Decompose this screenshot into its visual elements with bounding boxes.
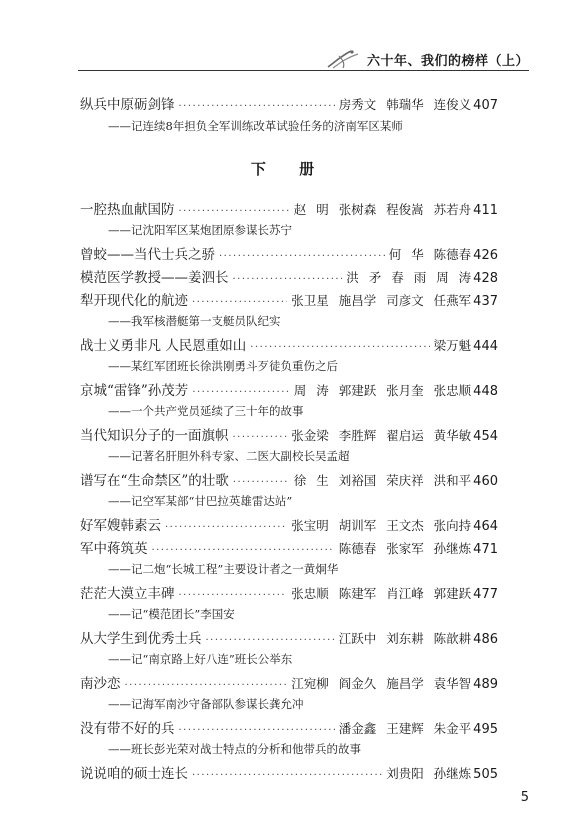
toc-entry[interactable]: [80, 334, 498, 354]
entry-page: 471: [473, 542, 498, 557]
entry-authors: 梁万魁: [433, 338, 472, 353]
entry-authors: 刘贵阳 孙继炼: [386, 766, 472, 781]
entry-authors: 周 涛 郭建跃 张月奎 张忠顺: [293, 383, 472, 398]
toc-entry[interactable]: [80, 198, 498, 218]
toc-entry[interactable]: [80, 424, 498, 444]
entry-page: 460: [473, 474, 498, 489]
entry-title: 说说咱的硕士连长: [80, 766, 188, 782]
entry-page: 411: [473, 203, 498, 218]
entry-title: 京城“雷锋”孙茂芳: [80, 383, 189, 399]
toc-entry[interactable]: [80, 289, 498, 309]
toc-entry[interactable]: [80, 717, 498, 737]
entry-page: 454: [473, 429, 498, 444]
dot-leader: [233, 477, 290, 488]
entry-page: 407: [473, 98, 498, 113]
toc-entry[interactable]: [80, 266, 498, 286]
toc-entry[interactable]: [80, 379, 498, 399]
entry-authors: 张卫星 施昌学 司彦文 任燕军: [291, 293, 472, 308]
dot-leader: [250, 342, 429, 353]
toc-entry[interactable]: [80, 762, 498, 782]
entry-authors: 陈德春 张家军 孙继炼: [338, 541, 472, 556]
dot-leader: [179, 725, 335, 736]
dot-leader: [233, 274, 343, 285]
entry-page: 448: [473, 384, 498, 399]
entry-subtitle: ——记空军某部“甘巴拉英雄雷达站”: [108, 494, 293, 508]
toc-entry[interactable]: [80, 537, 498, 557]
entry-page: 437: [473, 294, 498, 309]
section-title: 下 册: [250, 160, 329, 178]
entry-title: 军中蒋筑英: [80, 541, 148, 557]
running-title: 六十年、我们的榜样（上）: [366, 53, 529, 69]
entry-title: 南沙恋: [80, 676, 121, 692]
entry-subtitle: ——记“南京路上好八连”班长公举东: [108, 652, 293, 666]
entry-title: 从大学生到优秀士兵: [80, 631, 202, 647]
dot-leader: [179, 206, 290, 217]
entry-authors: 房秀文 韩瑞华 连俊义: [338, 97, 472, 112]
dot-leader: [152, 545, 335, 556]
entry-authors: 张忠顺 陈建军 肖江峰 郭建跃: [291, 586, 472, 601]
dot-leader: [192, 770, 382, 781]
toc-entry[interactable]: [80, 243, 498, 263]
entry-page: 444: [473, 339, 498, 354]
entry-authors: 潘金鑫 王建辉 朱金平: [338, 721, 472, 736]
entry-authors: 江跃中 刘东耕 陈歆耕: [338, 631, 472, 646]
entry-title: 没有带不好的兵: [80, 721, 175, 737]
entry-page: 464: [473, 519, 498, 534]
entry-page: 495: [473, 722, 498, 737]
entry-title: 纵兵中原砺剑锋: [80, 97, 175, 113]
entry-page: 428: [473, 271, 498, 286]
header-rule: [78, 70, 529, 71]
entry-authors: 洪 矛 春 雨 周 涛: [346, 270, 472, 285]
entry-title: 谱写在“生命禁区”的壮歌: [80, 473, 229, 489]
dot-leader: [179, 590, 288, 601]
entry-page: 477: [473, 587, 498, 602]
entry-authors: 江宛柳 阎金久 施昌学 袁华智: [291, 676, 472, 691]
entry-subtitle: ——某红军团班长徐洪刚勇斗歹徒负重伤之后: [108, 359, 338, 373]
entry-page: 426: [473, 248, 498, 263]
entry-authors: 何 华 陈德春: [388, 247, 472, 262]
dot-leader: [165, 522, 287, 533]
dot-leader: [206, 635, 335, 646]
dot-leader: [233, 432, 288, 443]
entry-subtitle: ——记二炮“长城工程”主要设计者之一黄炯华: [108, 562, 339, 576]
page-number: 5: [520, 790, 529, 805]
entry-title: 战士义勇非凡 人民恩重如山: [80, 338, 247, 354]
entry-title: 犁开现代化的航迹: [80, 293, 188, 309]
toc-entry[interactable]: [80, 672, 498, 692]
entry-title: 茫茫大漠立丰碑: [80, 586, 175, 602]
entry-subtitle: ——班长彭光荣对战士特点的分析和他带兵的故事: [108, 742, 361, 756]
entry-authors: 张宝明 胡训军 王文杰 张向持: [291, 518, 472, 533]
dot-leader: [179, 101, 335, 112]
dot-leader: [192, 297, 287, 308]
running-header: [325, 48, 529, 70]
entry-subtitle: ——记著名肝胆外科专家、二医大副校长吴孟超: [108, 449, 350, 463]
toc-entry[interactable]: [80, 627, 498, 647]
entry-page: 505: [473, 767, 498, 782]
toc-entry[interactable]: [80, 582, 498, 602]
entry-subtitle: ——记海军南沙守备部队参谋长龚允冲: [108, 697, 304, 711]
entry-subtitle: ——记“模范团长”李国安: [108, 607, 235, 621]
entry-authors: 张金梁 李胜辉 翟启运 黄华敏: [291, 428, 472, 443]
toc-entry[interactable]: [80, 469, 498, 489]
dot-leader: [219, 251, 385, 262]
entry-subtitle: ——一个共产党员延续了三十年的故事: [108, 404, 304, 418]
entry-page: 489: [473, 677, 498, 692]
toc-entry[interactable]: [80, 93, 498, 113]
entry-title: 一腔热血献国防: [80, 202, 175, 218]
dot-leader: [125, 680, 288, 691]
entry-title: 模范医学教授——姜泗长: [80, 270, 229, 286]
toc-entry[interactable]: [80, 514, 498, 534]
entry-subtitle: ——记连续8年担负全军训练改革试验任务的济南军区某师: [108, 119, 403, 133]
entry-title: 好军嫂韩素云: [80, 518, 161, 534]
entry-page: 486: [473, 632, 498, 647]
entry-authors: 徐 生 刘裕国 荣庆祥 洪和平: [293, 473, 472, 488]
entry-subtitle: ——记沈阳军区某炮团原参谋长苏宁: [108, 223, 292, 237]
entry-title: 当代知识分子的一面旗帜: [80, 428, 229, 444]
entry-title: 曾蛟——当代士兵之骄: [80, 247, 215, 263]
entry-subtitle: ——我军核潜艇第一支艇员队纪实: [108, 314, 281, 328]
dot-leader: [192, 387, 289, 398]
entry-authors: 赵 明 张树森 程俊嵩 苏若舟: [293, 202, 472, 217]
decorative-emblem-icon: [325, 48, 361, 70]
